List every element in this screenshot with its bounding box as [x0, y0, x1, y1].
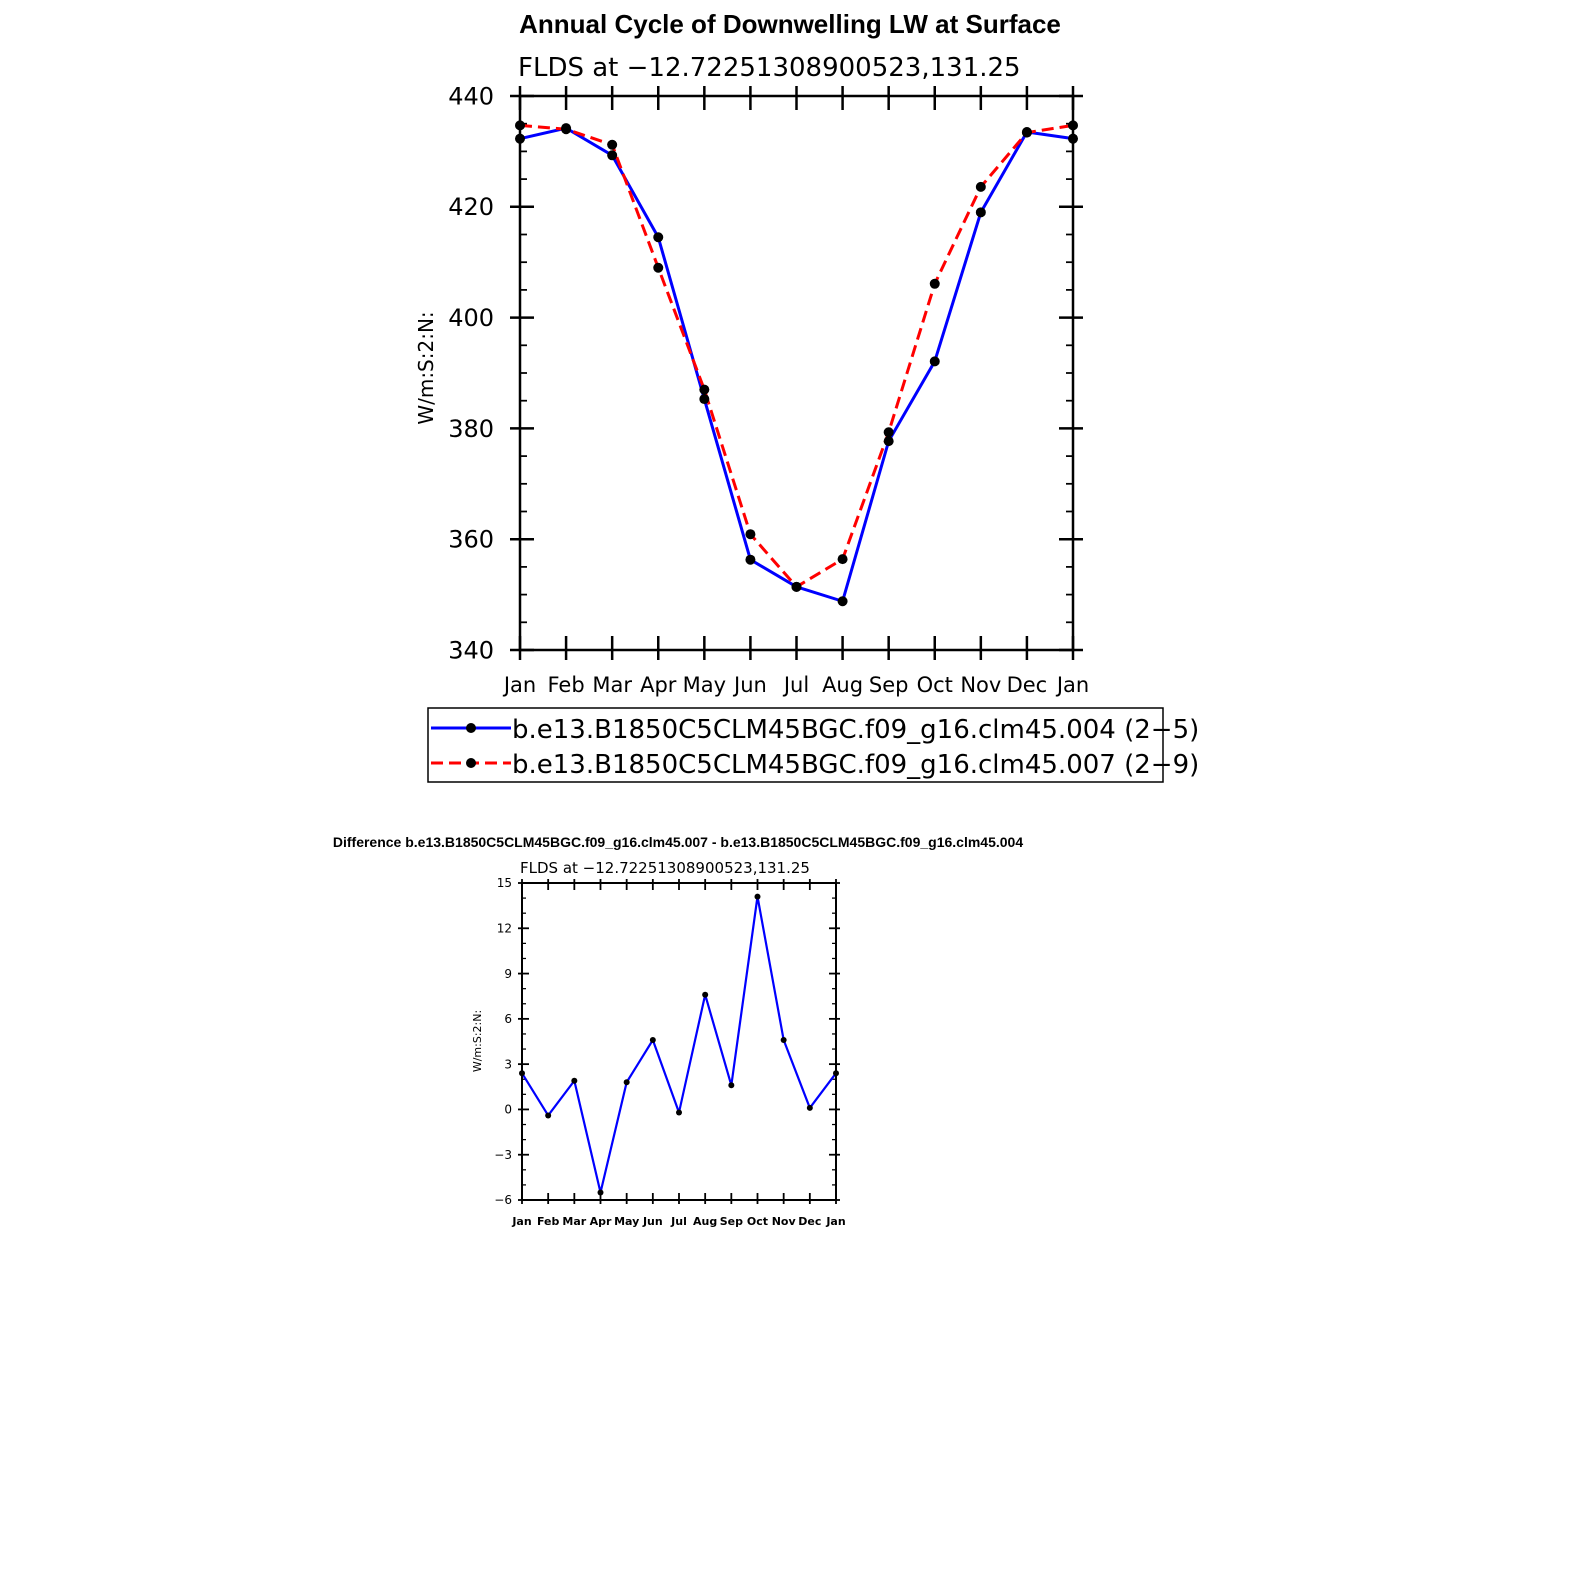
x-tick-label: Aug — [693, 1215, 718, 1228]
series-line-1 — [522, 897, 836, 1193]
x-tick-label: Aug — [822, 673, 864, 697]
x-tick-label: Jan — [503, 673, 537, 697]
plot-area — [448, 82, 1089, 697]
x-tick-label: Jan — [1056, 673, 1090, 697]
annual-cycle-chart — [414, 9, 1089, 697]
data-point-series-1 — [571, 1078, 577, 1084]
data-point-series-1 — [607, 150, 617, 160]
y-tick-label: 9 — [504, 966, 512, 981]
data-point-series-2 — [1068, 120, 1078, 130]
x-tick-label: Nov — [771, 1215, 796, 1228]
x-tick-label: Dec — [1006, 673, 1048, 697]
data-point-series-2 — [884, 427, 894, 437]
legend-marker-series-1 — [466, 723, 476, 733]
legend — [428, 708, 1199, 782]
data-point-series-2 — [745, 529, 755, 539]
y-tick-label: 380 — [448, 414, 494, 443]
x-tick-label: Feb — [536, 1215, 560, 1228]
legend-marker-series-2 — [466, 758, 476, 768]
data-point-series-2 — [1022, 128, 1032, 138]
x-tick-label: Jan — [826, 1215, 846, 1228]
x-tick-label: Jul — [671, 1215, 687, 1228]
y-tick-label: 12 — [496, 921, 512, 936]
x-tick-label: Apr — [640, 673, 677, 697]
data-point-series-2 — [930, 279, 940, 289]
y-tick-label: 15 — [496, 876, 512, 891]
data-point-series-2 — [653, 263, 663, 273]
data-point-series-1 — [728, 1082, 734, 1088]
y-tick-label: 400 — [448, 304, 494, 332]
y-tick-label: 3 — [504, 1057, 512, 1072]
x-tick-label: Oct — [916, 673, 953, 697]
difference-title: Difference b.e13.B1850C5CLM45BGC.f09_g16.clm45.007 - b.e13.B1850C5CLM45BGC.f09_g16.clm45.004 — [332, 834, 1024, 850]
data-point-series-2 — [699, 385, 709, 395]
data-point-series-2 — [976, 182, 986, 192]
data-point-series-1 — [650, 1037, 656, 1043]
x-tick-label: May — [614, 1215, 640, 1228]
x-tick-label: Apr — [589, 1215, 612, 1228]
difference-y-axis-label: W/m:S:2:N: — [471, 1009, 484, 1073]
difference-plot-area — [494, 876, 845, 1228]
plot-frame — [520, 96, 1073, 650]
data-point-series-2 — [607, 140, 617, 150]
data-point-series-1 — [838, 596, 848, 606]
x-tick-label: Jan — [512, 1215, 532, 1228]
plot-frame — [522, 883, 836, 1200]
x-tick-label: Feb — [547, 673, 585, 697]
x-tick-label: Sep — [719, 1215, 743, 1228]
x-tick-label: Jul — [783, 673, 810, 697]
x-tick-label: Mar — [592, 673, 632, 697]
x-tick-label: Mar — [562, 1215, 587, 1228]
y-tick-label: 340 — [448, 636, 494, 665]
data-point-series-1 — [676, 1109, 682, 1115]
data-point-series-2 — [561, 124, 571, 134]
difference-subtitle: FLDS at −12.72251308900523,131.25 — [520, 859, 810, 877]
data-point-series-1 — [807, 1105, 813, 1111]
data-point-series-1 — [515, 134, 525, 144]
data-point-series-1 — [699, 394, 709, 404]
legend-item-series-1 — [431, 715, 1199, 745]
data-point-series-1 — [1068, 134, 1078, 144]
x-tick-label: Jun — [734, 673, 767, 697]
data-point-series-1 — [624, 1079, 630, 1085]
data-point-series-1 — [545, 1112, 551, 1118]
legend-label-series-1: b.e13.B1850C5CLM45BGC.f09_g16.clm45.004 (2−5) — [512, 715, 1200, 745]
data-point-series-2 — [792, 582, 802, 592]
data-point-series-2 — [515, 120, 525, 130]
data-point-series-1 — [884, 436, 894, 446]
data-point-series-1 — [781, 1037, 787, 1043]
data-point-series-1 — [653, 232, 663, 242]
x-tick-label: May — [682, 673, 727, 697]
y-tick-label: 420 — [448, 193, 494, 222]
data-point-series-1 — [833, 1070, 839, 1076]
data-point-series-1 — [702, 992, 708, 998]
y-tick-label: −3 — [494, 1147, 512, 1162]
legend-item-series-2 — [431, 750, 1199, 780]
difference-chart — [333, 834, 1023, 1228]
y-tick-label: 360 — [448, 525, 494, 554]
legend-label-series-2: b.e13.B1850C5CLM45BGC.f09_g16.clm45.007 (2−9) — [512, 750, 1200, 780]
data-point-series-1 — [745, 555, 755, 565]
y-tick-label: 6 — [504, 1012, 512, 1027]
x-tick-label: Jun — [642, 1215, 663, 1228]
x-tick-label: Dec — [798, 1215, 822, 1228]
data-point-series-1 — [519, 1070, 525, 1076]
y-tick-label: 440 — [448, 82, 494, 111]
data-point-series-2 — [838, 554, 848, 564]
x-tick-label: Sep — [868, 673, 909, 697]
series-line-1 — [520, 128, 1073, 601]
chart-title: Annual Cycle of Downwelling LW at Surface — [519, 9, 1061, 39]
data-point-series-1 — [976, 207, 986, 217]
data-point-series-1 — [598, 1189, 604, 1195]
x-tick-label: Oct — [746, 1215, 769, 1228]
x-tick-label: Nov — [960, 673, 1002, 697]
y-tick-label: 0 — [504, 1102, 512, 1117]
y-tick-label: −6 — [494, 1193, 512, 1208]
chart-subtitle: FLDS at −12.72251308900523,131.25 — [518, 53, 1021, 83]
data-point-series-1 — [930, 356, 940, 366]
y-axis-label: W/m:S:2:N: — [414, 311, 438, 425]
data-point-series-1 — [755, 894, 761, 900]
